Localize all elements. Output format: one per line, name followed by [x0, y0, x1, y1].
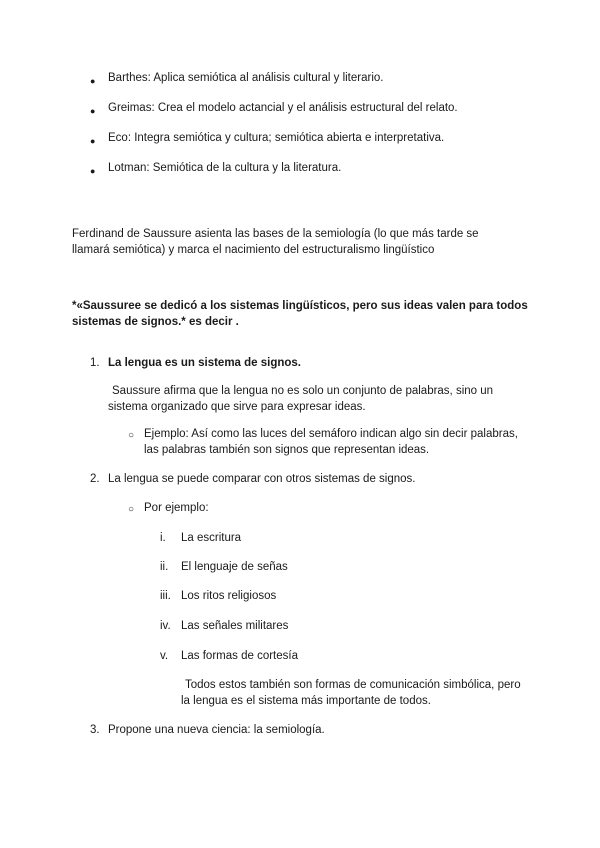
bullet-icon: ● [90, 76, 96, 86]
circle-bullet-icon: ○ [128, 430, 135, 441]
quote-line-2: sistemas de signos.* es decir . [72, 316, 239, 328]
bullet-icon: ● [90, 166, 96, 176]
item-number: 2. [90, 473, 100, 485]
item-title: Propone una nueva ciencia: la semiología. [108, 724, 325, 736]
item-title: La lengua se puede comparar con otros sistemas de signos. [108, 473, 416, 485]
item-example: Ejemplo: Así como las luces del semáforo indican algo sin decir palabras, las palabras también son signos que representan ideas. [144, 428, 518, 456]
bullet-icon: ● [90, 106, 96, 116]
roman-numeral: iv. [160, 620, 171, 632]
list-item: Greimas: Crea el modelo actancial y el análisis estructural del relato. [108, 102, 458, 114]
list-item: Eco: Integra semiótica y cultura; semiótica abierta e interpretativa. [108, 132, 445, 144]
quote-line-1: *«Saussuree se dedicó a los sistemas lingüísticos, pero sus ideas valen para todos [72, 300, 528, 312]
bullet-icon: ● [90, 136, 96, 146]
sub-label: Por ejemplo: [144, 502, 209, 514]
list-item: Los ritos religiosos [181, 590, 277, 602]
item-number: 3. [90, 724, 100, 736]
roman-numeral: v. [160, 650, 169, 662]
list-item: Las señales militares [181, 620, 289, 632]
list-item: La escritura [181, 532, 242, 544]
roman-numeral: i. [160, 532, 166, 544]
list-item: El lenguaje de señas [181, 561, 288, 573]
intro-paragraph: Ferdinand de Saussure asienta las bases de la semiología (lo que más tarde se llamará semiótica) y marca el nacimiento del estructuralismo lingüístico [72, 228, 479, 256]
item-title: La lengua es un sistema de signos. [108, 357, 302, 369]
list-item: Lotman: Semiótica de la cultura y la literatura. [108, 162, 342, 174]
list-item: Las formas de cortesía [181, 650, 298, 662]
item-conclusion: Todos estos también son formas de comunicación simbólica, pero la lengua es el sistema más importante de todos. [181, 679, 521, 707]
roman-numeral: ii. [160, 561, 169, 573]
roman-numeral: iii. [160, 590, 171, 602]
item-number: 1. [90, 357, 100, 369]
item-explanation: Saussure afirma que la lengua no es solo un conjunto de palabras, sino un sistema organizado que sirve para expresar ideas. [108, 385, 494, 413]
circle-bullet-icon: ○ [128, 504, 135, 515]
list-item: Barthes: Aplica semiótica al análisis cultural y literario. [108, 72, 384, 84]
